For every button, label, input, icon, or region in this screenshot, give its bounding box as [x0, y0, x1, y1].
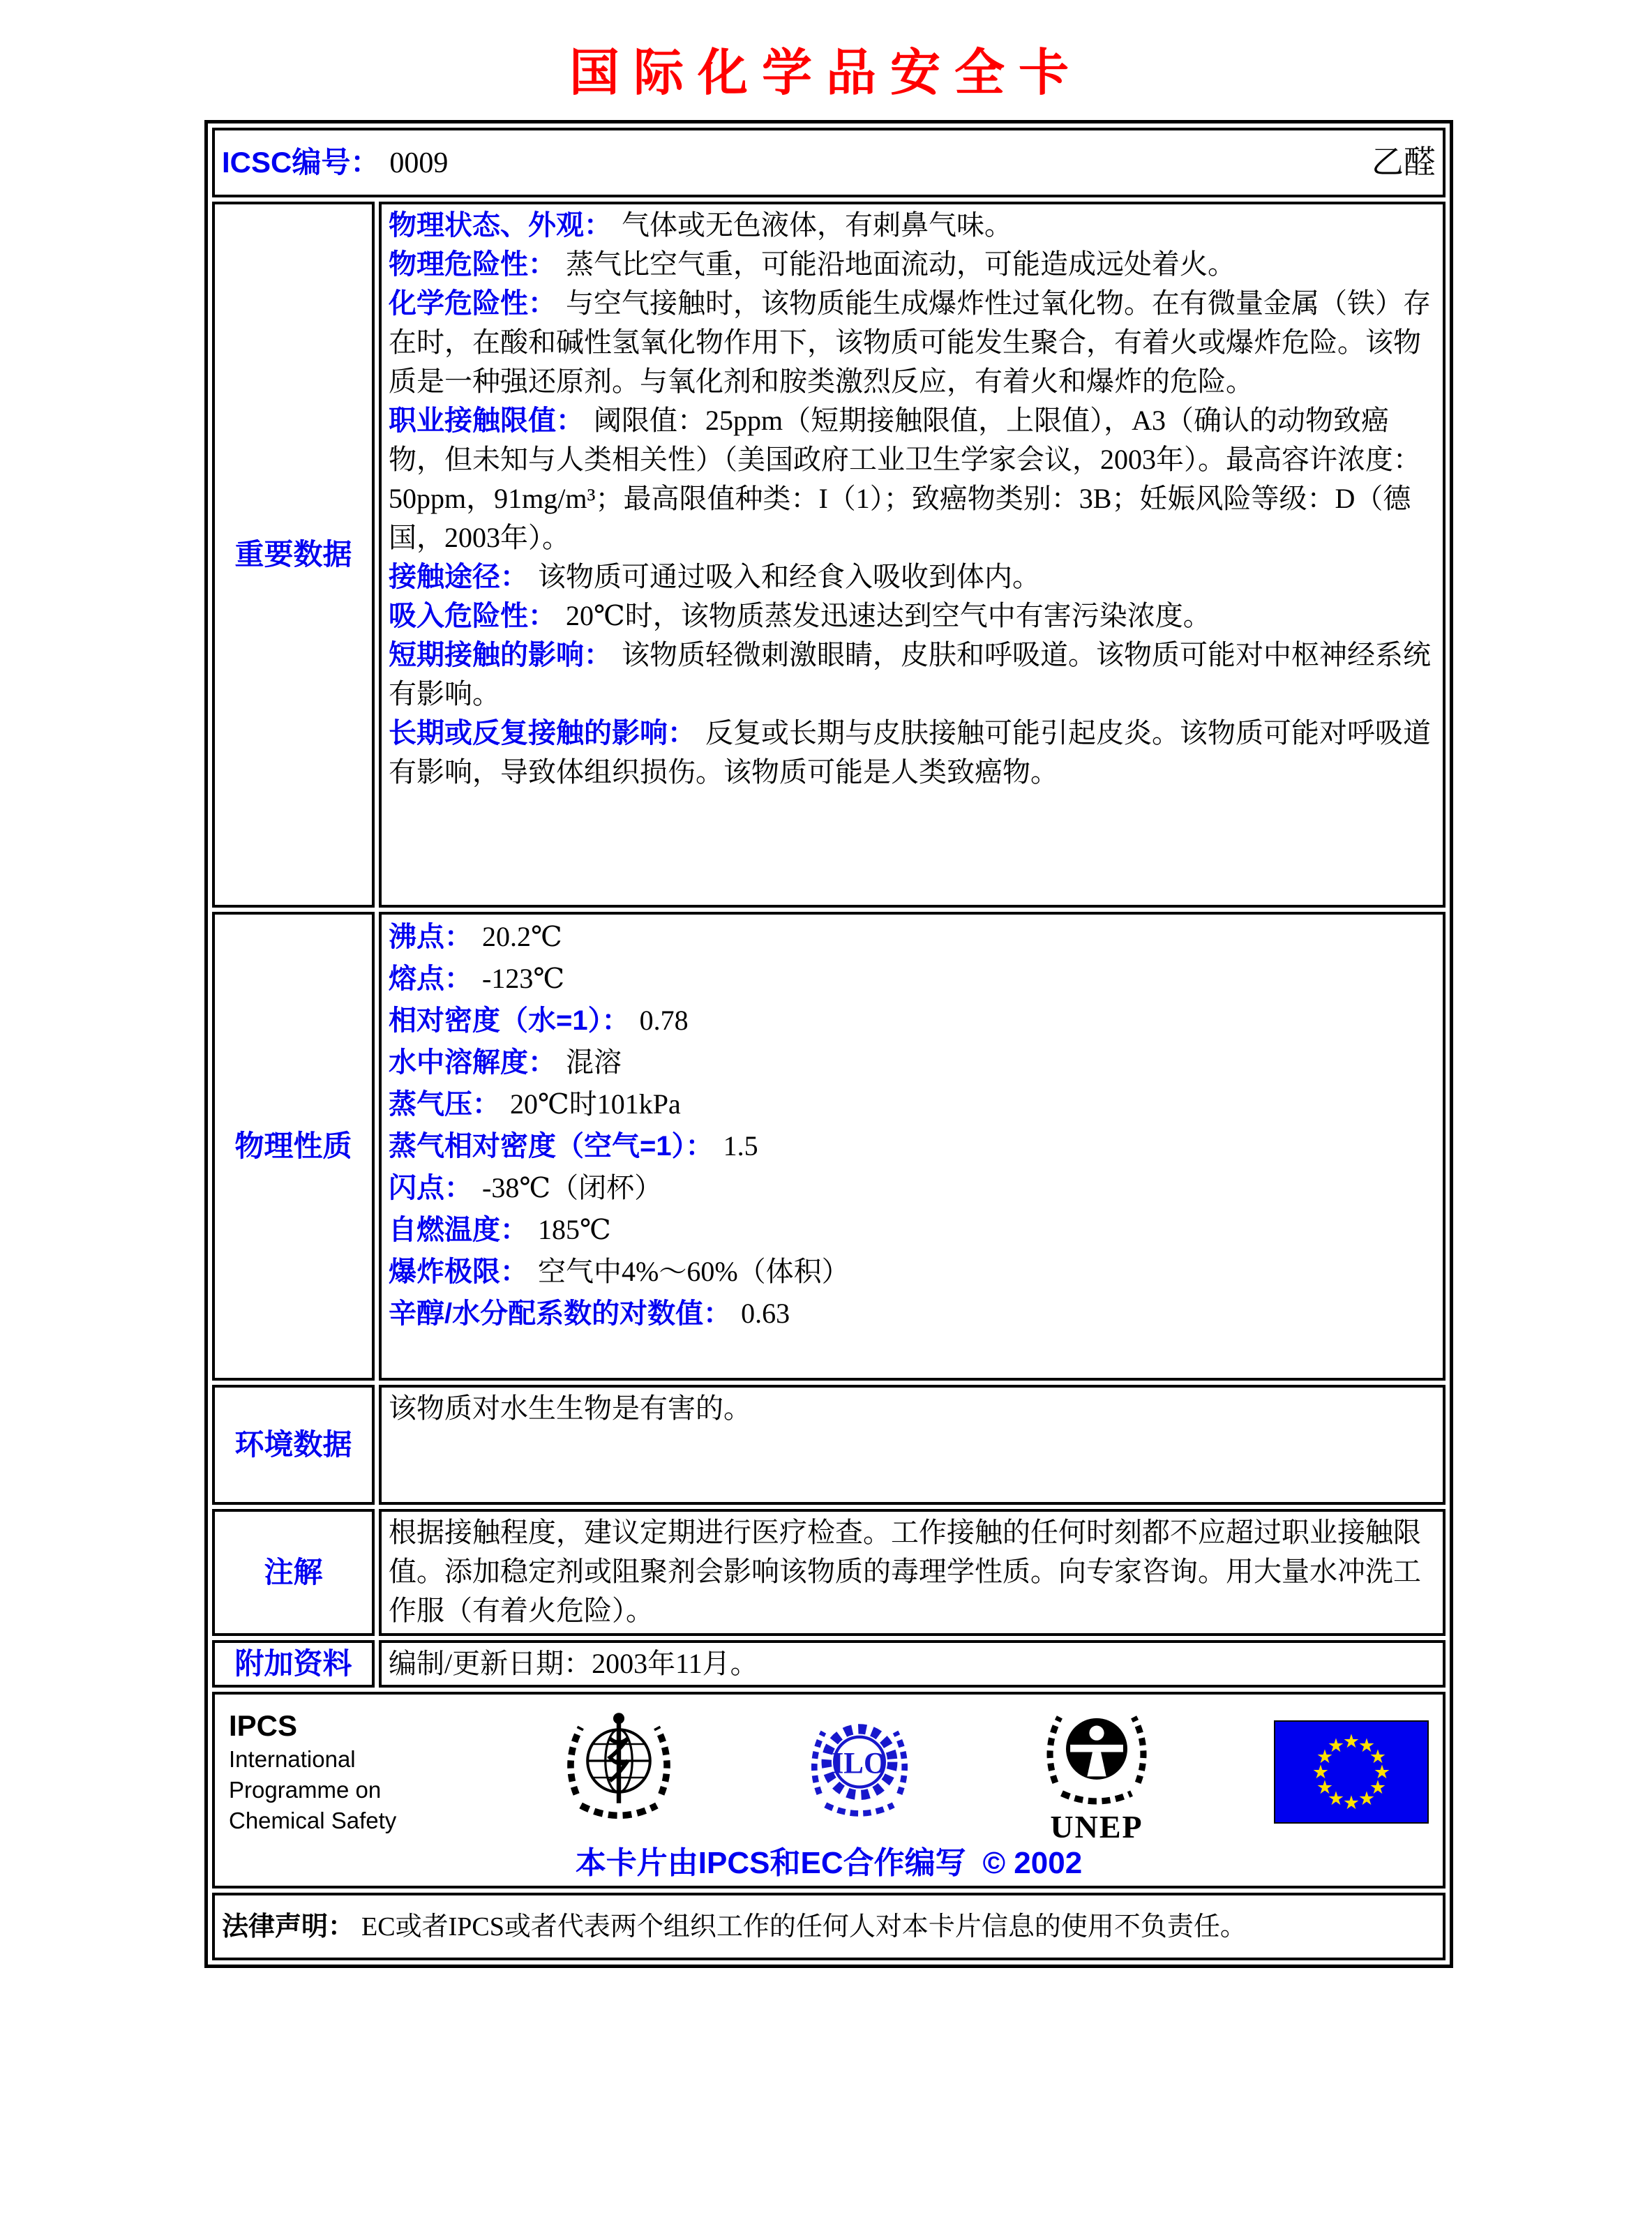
notes-cell: 根据接触程度，建议定期进行医疗检查。工作接触的任何时刻都不应超过职业接触限值。添加稳定剂或阻聚剂会影响该物质的毒理学性质。向专家咨询。用大量水冲洗工作服（有着火危险）。 — [379, 1509, 1446, 1636]
field-value: 20℃时101kPa — [510, 1088, 681, 1120]
svg-text:★: ★ — [1373, 1762, 1391, 1783]
field-value: 1.5 — [723, 1130, 758, 1162]
environmental-data-cell: 该物质对水生生物是有害的。 — [379, 1385, 1446, 1505]
footer-logos-cell — [212, 1692, 1446, 1888]
legal-row — [212, 1893, 1446, 1960]
ipcs-subtitle-line: International — [229, 1746, 356, 1772]
svg-text:★: ★ — [1342, 1731, 1360, 1752]
ipcs-subtitle-line: Programme on — [229, 1777, 382, 1803]
ilo-logo-label: ILO — [832, 1747, 887, 1780]
field-label: 沸点： — [389, 922, 472, 952]
field-value: -38℃（闭杯） — [482, 1172, 663, 1203]
field-value: 空气中4%～60%（体积） — [538, 1256, 850, 1287]
unep-block — [1033, 1700, 1160, 1844]
field-value: 185℃ — [538, 1214, 611, 1245]
icsc-number-label: ICSC编号： — [222, 145, 380, 179]
field-water-solubility — [389, 1042, 1436, 1083]
field-label: 水中溶解度： — [389, 1047, 556, 1078]
svg-text:★: ★ — [1358, 1735, 1376, 1757]
row-label-additional-info: 附加资料 — [212, 1640, 375, 1688]
field-label: 闪点： — [389, 1173, 472, 1203]
additional-info-cell: 编制/更新日期：2003年11月。 — [379, 1640, 1446, 1688]
header-row — [212, 128, 1446, 197]
field-label: 短期接触的影响： — [389, 640, 612, 670]
field-value: 20℃时，该物质蒸发迅速达到空气中有害污染浓度。 — [566, 600, 1211, 631]
field-label: 化学危险性： — [389, 288, 556, 319]
svg-text:★: ★ — [1369, 1746, 1387, 1768]
additional-info-row — [212, 1640, 1446, 1688]
ipcs-title: IPCS — [229, 1709, 298, 1742]
field-label: 物理状态、外观： — [389, 210, 612, 241]
field-value: 反复或长期与皮肤接触可能引起皮炎。该物质可能对呼吸道有影响，导致体组织损伤。该物质可能是人类致癌物。 — [389, 717, 1431, 788]
field-label: 自燃温度： — [389, 1215, 528, 1245]
row-label-environmental-data: 环境数据 — [212, 1385, 375, 1505]
who-icon — [552, 1703, 686, 1841]
svg-text:★: ★ — [1369, 1777, 1387, 1798]
field-label: 相对密度（水=1）： — [389, 1005, 630, 1036]
field-value: 20.2℃ — [482, 921, 562, 952]
unep-icon — [1033, 1700, 1160, 1810]
field-vapor-pressure — [389, 1083, 1436, 1125]
field-value: 与空气接触时，该物质能生成爆炸性过氧化物。在有微量金属（铁）存在时，在酸和碱性氢氧化物作用下，该物质可能发生聚合，有着火或爆炸危险。该物质是一种强还原剂。与氧化剂和胺类激烈反应，有着火和爆炸的危险。 — [389, 287, 1431, 397]
ilo-icon — [799, 1700, 919, 1844]
logos-strip — [226, 1699, 1432, 1845]
physical-properties-cell — [379, 912, 1446, 1381]
field-short-term-effects — [389, 636, 1436, 714]
field-value: 该物质轻微刺激眼睛，皮肤和呼吸道。该物质可能对中枢神经系统有影响。 — [389, 639, 1431, 709]
svg-text:★: ★ — [1316, 1777, 1334, 1798]
svg-text:★: ★ — [1342, 1792, 1360, 1814]
field-label: 蒸气压： — [389, 1089, 500, 1120]
footer-logos-row — [212, 1692, 1446, 1888]
ipcs-text-block — [229, 1708, 438, 1836]
field-value: 该物质可通过吸入和经食入吸收到体内。 — [538, 561, 1040, 592]
legal-label: 法律声明： — [222, 1912, 355, 1942]
credit-line — [226, 1847, 1432, 1880]
chemical-name: 乙醛 — [1372, 144, 1436, 180]
field-label: 职业接触限值： — [389, 405, 584, 436]
field-boiling-point — [389, 916, 1436, 958]
field-exposure-routes — [389, 557, 1436, 596]
field-chemical-danger — [389, 284, 1436, 401]
field-label: 接触途径： — [389, 562, 528, 592]
svg-text:★: ★ — [1327, 1788, 1345, 1810]
field-value: 混溶 — [566, 1046, 622, 1078]
physical-properties-row — [212, 912, 1446, 1381]
field-label: 爆炸极限： — [389, 1256, 528, 1287]
field-flash-point — [389, 1167, 1436, 1209]
unep-logo-label: UNEP — [1050, 1809, 1143, 1845]
icsc-table — [204, 120, 1453, 1968]
environmental-data-row — [212, 1385, 1446, 1505]
field-inhalation-risk — [389, 596, 1436, 636]
field-melting-point — [389, 958, 1436, 1000]
eu-flag-icon — [1274, 1720, 1429, 1824]
field-value: 蒸气比空气重，可能沿地面流动，可能造成远处着火。 — [566, 248, 1236, 280]
copyright-text: © 2002 — [982, 1846, 1083, 1880]
legal-cell — [212, 1893, 1446, 1960]
svg-text:★: ★ — [1327, 1735, 1345, 1757]
field-physical-state — [389, 206, 1436, 245]
field-relative-density — [389, 1000, 1436, 1042]
field-label: 蒸气相对密度（空气=1）： — [389, 1131, 714, 1162]
important-data-row — [212, 202, 1446, 908]
field-label: 辛醇/水分配系数的对数值： — [389, 1298, 732, 1329]
row-label-physical-properties: 物理性质 — [212, 912, 375, 1381]
page-title: 国际化学品安全卡 — [569, 45, 1083, 101]
ipcs-subtitle-line: Chemical Safety — [229, 1808, 397, 1833]
credit-text: 本卡片由IPCS和EC合作编写 — [575, 1846, 966, 1880]
row-label-notes: 注解 — [212, 1509, 375, 1636]
field-label: 吸入危险性： — [389, 601, 556, 631]
field-value: 0.63 — [741, 1298, 790, 1329]
field-value: 阈限值：25ppm（短期接触限值，上限值），A3（确认的动物致癌物，但未知与人类相关性）（美国政府工业卫生学家会议，2003年）。最高容许浓度：50ppm，91mg/m³；最高限值种类：I（1）；致癌物类别：3B；妊娠风险等级：D（德国，2003年）。 — [389, 405, 1421, 553]
important-data-cell — [379, 202, 1446, 908]
field-occupational-limits — [389, 401, 1436, 557]
svg-text:★: ★ — [1312, 1762, 1330, 1783]
field-octanol-water — [389, 1293, 1436, 1335]
field-long-term-effects — [389, 714, 1436, 792]
field-label: 长期或反复接触的影响： — [389, 718, 696, 749]
field-autoignition-temp — [389, 1209, 1436, 1251]
field-explosive-limits — [389, 1251, 1436, 1293]
icsc-number-value: 0009 — [389, 147, 449, 179]
header-cell — [212, 128, 1446, 197]
row-label-important-data: 重要数据 — [212, 202, 375, 908]
icsc-number-group — [222, 143, 448, 183]
svg-text:★: ★ — [1358, 1788, 1376, 1810]
field-value: 气体或无色液体，有刺鼻气味。 — [622, 209, 1012, 241]
svg-text:★: ★ — [1316, 1746, 1334, 1768]
field-value: -123℃ — [482, 963, 565, 994]
field-label: 熔点： — [389, 963, 472, 994]
field-physical-danger — [389, 245, 1436, 284]
notes-row — [212, 1509, 1446, 1636]
field-value: 0.78 — [639, 1005, 689, 1036]
legal-text: EC或者IPCS或者代表两个组织工作的任何人对本卡片信息的使用不负责任。 — [361, 1912, 1247, 1942]
field-label: 物理危险性： — [389, 249, 556, 280]
field-vapor-density — [389, 1125, 1436, 1167]
